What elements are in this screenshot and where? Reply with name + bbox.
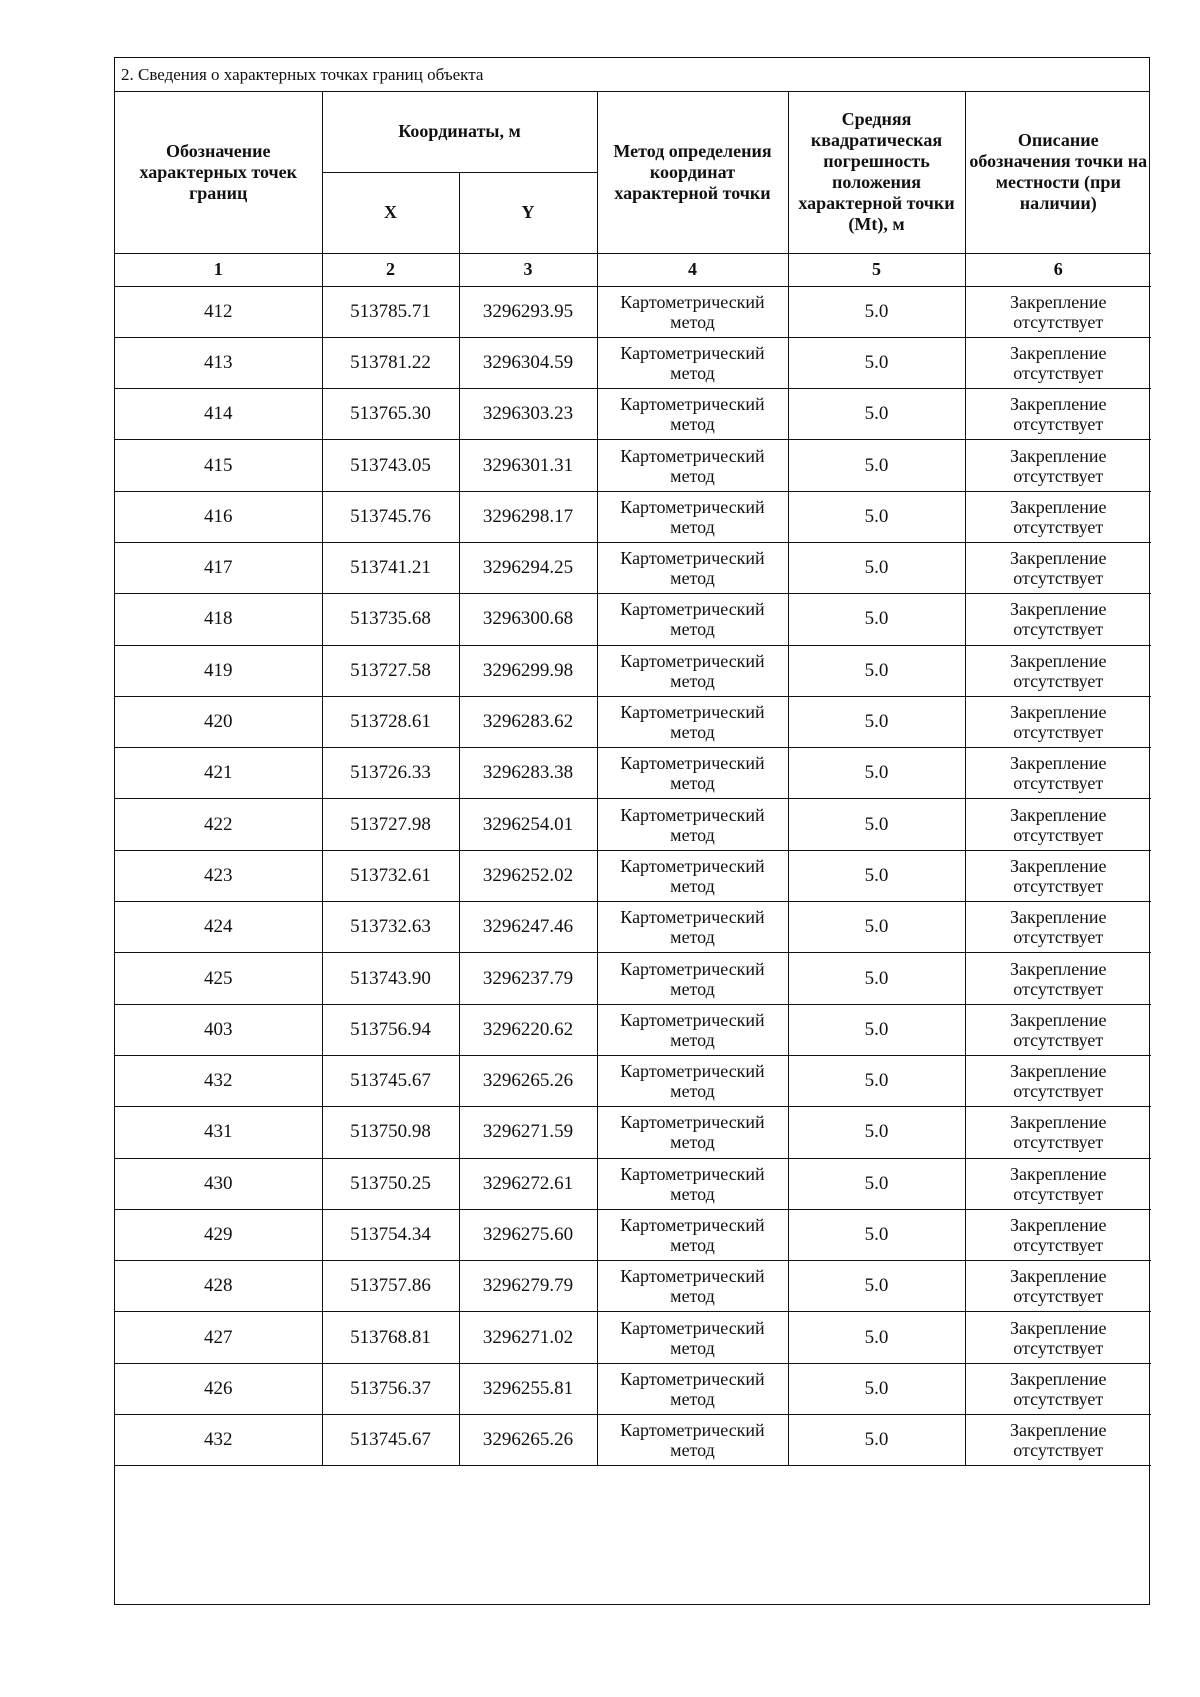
- x-coordinate-cell: 513745.67: [322, 1415, 459, 1466]
- method-cell: Картометрический метод: [597, 286, 788, 337]
- y-coordinate-cell: 3296272.61: [459, 1158, 597, 1209]
- description-cell: Закрепление отсутствует: [965, 748, 1151, 799]
- table-row: [115, 1415, 1151, 1466]
- x-coordinate-cell: 513732.61: [322, 850, 459, 901]
- method-cell: Картометрический метод: [597, 1415, 788, 1466]
- error-cell: 5.0: [788, 440, 965, 491]
- x-coordinate-cell: 513768.81: [322, 1312, 459, 1363]
- error-cell: 5.0: [788, 850, 965, 901]
- error-cell: 5.0: [788, 594, 965, 645]
- x-coordinate-cell: 513756.37: [322, 1363, 459, 1414]
- table-row: [115, 748, 1151, 799]
- header-y: Y: [459, 172, 597, 253]
- table-row: [115, 850, 1151, 901]
- method-cell: Картометрический метод: [597, 1055, 788, 1106]
- blank-area: [115, 1466, 1149, 1606]
- x-coordinate-cell: 513785.71: [322, 286, 459, 337]
- x-coordinate-cell: 513745.76: [322, 491, 459, 542]
- point-designation-cell: 413: [115, 337, 322, 388]
- header-method: Метод определения координат характерной точки: [597, 92, 788, 253]
- error-cell: 5.0: [788, 799, 965, 850]
- point-designation-cell: 424: [115, 902, 322, 953]
- description-cell: Закрепление отсутствует: [965, 1363, 1151, 1414]
- description-cell: Закрепление отсутствует: [965, 594, 1151, 645]
- column-number: 5: [788, 253, 965, 286]
- error-cell: 5.0: [788, 542, 965, 593]
- y-coordinate-cell: 3296271.59: [459, 1107, 597, 1158]
- point-designation-cell: 420: [115, 696, 322, 747]
- method-cell: Картометрический метод: [597, 594, 788, 645]
- description-cell: Закрепление отсутствует: [965, 1415, 1151, 1466]
- description-cell: Закрепление отсутствует: [965, 1055, 1151, 1106]
- y-coordinate-cell: 3296283.38: [459, 748, 597, 799]
- column-number: 3: [459, 253, 597, 286]
- x-coordinate-cell: 513726.33: [322, 748, 459, 799]
- y-coordinate-cell: 3296294.25: [459, 542, 597, 593]
- point-designation-cell: 426: [115, 1363, 322, 1414]
- x-coordinate-cell: 513743.05: [322, 440, 459, 491]
- method-cell: Картометрический метод: [597, 440, 788, 491]
- column-number-row: [115, 253, 1151, 286]
- x-coordinate-cell: 513743.90: [322, 953, 459, 1004]
- header-designation: Обозначение характерных точек границ: [115, 92, 322, 253]
- description-cell: Закрепление отсутствует: [965, 645, 1151, 696]
- y-coordinate-cell: 3296293.95: [459, 286, 597, 337]
- method-cell: Картометрический метод: [597, 645, 788, 696]
- error-cell: 5.0: [788, 1107, 965, 1158]
- error-cell: 5.0: [788, 1312, 965, 1363]
- method-cell: Картометрический метод: [597, 1209, 788, 1260]
- description-cell: Закрепление отсутствует: [965, 337, 1151, 388]
- header-row: [115, 92, 1151, 172]
- description-cell: Закрепление отсутствует: [965, 1261, 1151, 1312]
- column-number: 2: [322, 253, 459, 286]
- point-designation-cell: 412: [115, 286, 322, 337]
- method-cell: Картометрический метод: [597, 1004, 788, 1055]
- y-coordinate-cell: 3296301.31: [459, 440, 597, 491]
- error-cell: 5.0: [788, 337, 965, 388]
- point-designation-cell: 432: [115, 1055, 322, 1106]
- table-row: [115, 542, 1151, 593]
- description-cell: Закрепление отсутствует: [965, 799, 1151, 850]
- x-coordinate-cell: 513745.67: [322, 1055, 459, 1106]
- point-designation-cell: 425: [115, 953, 322, 1004]
- point-designation-cell: 431: [115, 1107, 322, 1158]
- description-cell: Закрепление отсутствует: [965, 1107, 1151, 1158]
- y-coordinate-cell: 3296247.46: [459, 902, 597, 953]
- y-coordinate-cell: 3296271.02: [459, 1312, 597, 1363]
- table-row: [115, 1055, 1151, 1106]
- table-row: [115, 337, 1151, 388]
- error-cell: 5.0: [788, 748, 965, 799]
- table-row: [115, 1261, 1151, 1312]
- description-cell: Закрепление отсутствует: [965, 953, 1151, 1004]
- method-cell: Картометрический метод: [597, 1363, 788, 1414]
- description-cell: Закрепление отсутствует: [965, 542, 1151, 593]
- point-designation-cell: 430: [115, 1158, 322, 1209]
- error-cell: 5.0: [788, 389, 965, 440]
- x-coordinate-cell: 513754.34: [322, 1209, 459, 1260]
- x-coordinate-cell: 513756.94: [322, 1004, 459, 1055]
- x-coordinate-cell: 513728.61: [322, 696, 459, 747]
- point-designation-cell: 416: [115, 491, 322, 542]
- y-coordinate-cell: 3296255.81: [459, 1363, 597, 1414]
- characteristic-points-table: [115, 92, 1151, 1466]
- method-cell: Картометрический метод: [597, 953, 788, 1004]
- method-cell: Картометрический метод: [597, 1261, 788, 1312]
- header-description: Описание обозначения точки на местности (при наличии): [965, 92, 1151, 253]
- y-coordinate-cell: 3296304.59: [459, 337, 597, 388]
- x-coordinate-cell: 513750.25: [322, 1158, 459, 1209]
- table-row: [115, 902, 1151, 953]
- point-designation-cell: 418: [115, 594, 322, 645]
- y-coordinate-cell: 3296298.17: [459, 491, 597, 542]
- x-coordinate-cell: 513781.22: [322, 337, 459, 388]
- table-row: [115, 491, 1151, 542]
- point-designation-cell: 414: [115, 389, 322, 440]
- error-cell: 5.0: [788, 1004, 965, 1055]
- method-cell: Картометрический метод: [597, 337, 788, 388]
- x-coordinate-cell: 513732.63: [322, 902, 459, 953]
- method-cell: Картометрический метод: [597, 696, 788, 747]
- y-coordinate-cell: 3296279.79: [459, 1261, 597, 1312]
- description-cell: Закрепление отсутствует: [965, 1312, 1151, 1363]
- y-coordinate-cell: 3296254.01: [459, 799, 597, 850]
- method-cell: Картометрический метод: [597, 491, 788, 542]
- y-coordinate-cell: 3296252.02: [459, 850, 597, 901]
- y-coordinate-cell: 3296303.23: [459, 389, 597, 440]
- error-cell: 5.0: [788, 286, 965, 337]
- method-cell: Картометрический метод: [597, 1158, 788, 1209]
- y-coordinate-cell: 3296299.98: [459, 645, 597, 696]
- x-coordinate-cell: 513757.86: [322, 1261, 459, 1312]
- y-coordinate-cell: 3296265.26: [459, 1055, 597, 1106]
- method-cell: Картометрический метод: [597, 542, 788, 593]
- point-designation-cell: 415: [115, 440, 322, 491]
- section-title: 2. Сведения о характерных точках границ объекта: [115, 58, 1149, 92]
- y-coordinate-cell: 3296283.62: [459, 696, 597, 747]
- error-cell: 5.0: [788, 1261, 965, 1312]
- point-designation-cell: 429: [115, 1209, 322, 1260]
- description-cell: Закрепление отсутствует: [965, 491, 1151, 542]
- description-cell: Закрепление отсутствует: [965, 696, 1151, 747]
- table-row: [115, 1158, 1151, 1209]
- x-coordinate-cell: 513750.98: [322, 1107, 459, 1158]
- error-cell: 5.0: [788, 1363, 965, 1414]
- column-number: 6: [965, 253, 1151, 286]
- method-cell: Картометрический метод: [597, 799, 788, 850]
- x-coordinate-cell: 513735.68: [322, 594, 459, 645]
- description-cell: Закрепление отсутствует: [965, 389, 1151, 440]
- document-sheet: [114, 57, 1150, 1605]
- description-cell: Закрепление отсутствует: [965, 902, 1151, 953]
- description-cell: Закрепление отсутствует: [965, 1004, 1151, 1055]
- point-designation-cell: 421: [115, 748, 322, 799]
- method-cell: Картометрический метод: [597, 748, 788, 799]
- description-cell: Закрепление отсутствует: [965, 850, 1151, 901]
- error-cell: 5.0: [788, 491, 965, 542]
- header-x: X: [322, 172, 459, 253]
- method-cell: Картометрический метод: [597, 1312, 788, 1363]
- point-designation-cell: 427: [115, 1312, 322, 1363]
- x-coordinate-cell: 513727.98: [322, 799, 459, 850]
- error-cell: 5.0: [788, 1415, 965, 1466]
- y-coordinate-cell: 3296275.60: [459, 1209, 597, 1260]
- error-cell: 5.0: [788, 645, 965, 696]
- description-cell: Закрепление отсутствует: [965, 1209, 1151, 1260]
- table-row: [115, 1363, 1151, 1414]
- table-row: [115, 953, 1151, 1004]
- method-cell: Картометрический метод: [597, 902, 788, 953]
- table-row: [115, 286, 1151, 337]
- y-coordinate-cell: 3296237.79: [459, 953, 597, 1004]
- error-cell: 5.0: [788, 953, 965, 1004]
- y-coordinate-cell: 3296265.26: [459, 1415, 597, 1466]
- y-coordinate-cell: 3296300.68: [459, 594, 597, 645]
- column-number: 4: [597, 253, 788, 286]
- error-cell: 5.0: [788, 1209, 965, 1260]
- x-coordinate-cell: 513727.58: [322, 645, 459, 696]
- description-cell: Закрепление отсутствует: [965, 440, 1151, 491]
- description-cell: Закрепление отсутствует: [965, 1158, 1151, 1209]
- table-body: [115, 286, 1151, 1466]
- table-row: [115, 1107, 1151, 1158]
- error-cell: 5.0: [788, 696, 965, 747]
- error-cell: 5.0: [788, 1158, 965, 1209]
- header-coordinates: Координаты, м: [322, 92, 597, 172]
- point-designation-cell: 417: [115, 542, 322, 593]
- table-row: [115, 389, 1151, 440]
- point-designation-cell: 419: [115, 645, 322, 696]
- column-number: 1: [115, 253, 322, 286]
- table-row: [115, 1209, 1151, 1260]
- table-row: [115, 594, 1151, 645]
- table-row: [115, 696, 1151, 747]
- x-coordinate-cell: 513741.21: [322, 542, 459, 593]
- y-coordinate-cell: 3296220.62: [459, 1004, 597, 1055]
- point-designation-cell: 422: [115, 799, 322, 850]
- x-coordinate-cell: 513765.30: [322, 389, 459, 440]
- point-designation-cell: 432: [115, 1415, 322, 1466]
- table-row: [115, 1312, 1151, 1363]
- error-cell: 5.0: [788, 1055, 965, 1106]
- table-row: [115, 645, 1151, 696]
- description-cell: Закрепление отсутствует: [965, 286, 1151, 337]
- header-error: Средняя квадратическая погрешность положения характерной точки (Mt), м: [788, 92, 965, 253]
- method-cell: Картометрический метод: [597, 1107, 788, 1158]
- point-designation-cell: 428: [115, 1261, 322, 1312]
- table-row: [115, 1004, 1151, 1055]
- error-cell: 5.0: [788, 902, 965, 953]
- table-row: [115, 799, 1151, 850]
- point-designation-cell: 423: [115, 850, 322, 901]
- method-cell: Картометрический метод: [597, 389, 788, 440]
- point-designation-cell: 403: [115, 1004, 322, 1055]
- method-cell: Картометрический метод: [597, 850, 788, 901]
- table-row: [115, 440, 1151, 491]
